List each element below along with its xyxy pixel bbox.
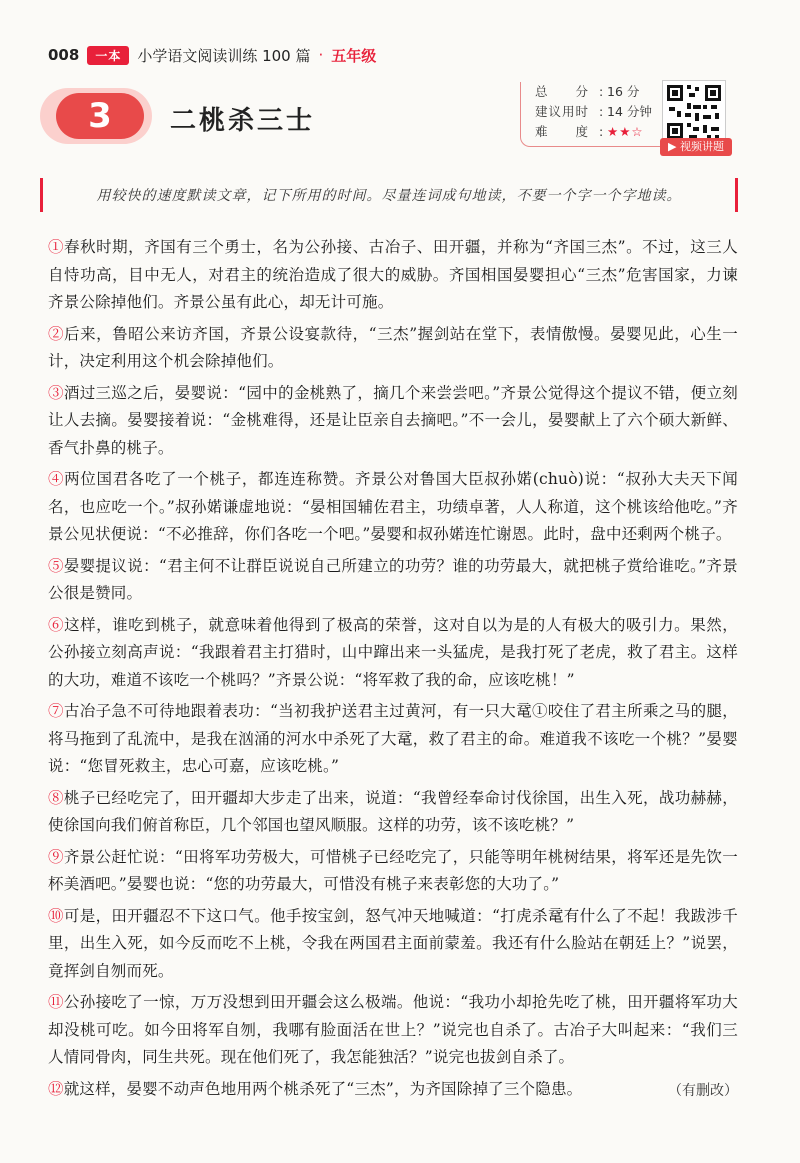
paragraph-number: ⑥ <box>48 615 65 634</box>
video-label: 视频讲题 <box>679 140 724 153</box>
qr-code-icon <box>663 81 725 143</box>
paragraph-number: ⑪ <box>48 993 64 1011</box>
paragraph <box>48 321 738 376</box>
paragraph-number: ⑫ <box>48 1079 64 1098</box>
paragraph <box>48 553 738 608</box>
paragraph-text: 齐景公赶忙说：“田将军功劳极大，可惜桃子已经吃完了，只能等明年桃树结果，将军还是先饮一杯美酒吧。”晏婴也说：“您的功劳最大，可惜没有桃子来表彰您的大功了。” <box>48 847 738 893</box>
video-explain-button[interactable] <box>660 138 732 156</box>
series-title: 小学语文阅读训练 100 篇 <box>137 46 311 65</box>
paragraph <box>48 989 738 1072</box>
paragraph <box>48 380 738 463</box>
paragraph <box>48 234 738 317</box>
article-body <box>48 234 738 1107</box>
paragraph-text: 可是，田开疆忍不下这口气。他手按宝剑，怒气冲天地喊道：“打虎杀鼋有什么了不起！我跋涉千里，出生入死，如今反而吃不上桃，令我在两国君主面前蒙羞。我还有什么脸站在朝廷上？”说罢，竟挥剑自刎而死。 <box>48 906 738 980</box>
suggested-time-label: 建议用时 <box>535 104 590 119</box>
total-score-value: 16 分 <box>607 84 640 99</box>
paragraph-text: 古冶子急不可待地跟着表功：“当初我护送君主过黄河，有一只大鼋①咬住了君主所乘之马的腿，将马拖到了乱流中，是我在汹涌的河水中杀死了大鼋，救了君主的命。难道我不该吃一个桃？”晏婴说：“您冒死救主，忠心可嘉，应该吃桃。” <box>48 702 738 775</box>
paragraph-number: ④ <box>48 470 65 488</box>
source-note: （有删改） <box>668 1083 738 1099</box>
page-number: 008 <box>48 46 80 64</box>
lesson-badge <box>56 93 144 139</box>
paragraph-text: 公孙接吃了一惊，万万没想到田开疆会这么极端。他说：“我功小却抢先吃了桃，田开疆将军功大却没桃可吃。如今田将军自刎，我哪有脸面活在世上？”说完也自杀了。古冶子大叫起来：“我们三人情同骨肉，同生共死。现在他们死了，我怎能独活？”说完也拔剑自杀了。 <box>48 993 738 1066</box>
paragraph <box>48 1076 738 1104</box>
paragraph <box>48 903 738 986</box>
lesson-title: 二桃杀三士 <box>170 106 316 136</box>
play-icon: ▶ <box>668 140 680 153</box>
paragraph-number: ⑩ <box>48 906 64 925</box>
paragraph <box>48 698 738 781</box>
total-score-label: 总 分 <box>535 84 590 99</box>
suggested-time-row: 建议用时 : 14 分钟 <box>535 102 675 122</box>
info-box <box>520 82 675 147</box>
qr-code[interactable] <box>662 80 726 144</box>
difficulty-label: 难 度 <box>535 124 590 139</box>
paragraph <box>48 612 738 695</box>
paragraph-text: 酒过三巡之后，晏婴说：“园中的金桃熟了，摘几个来尝尝吧。”齐景公觉得这个提议不错，便立刻让人去摘。晏婴接着说：“金桃难得，还是让臣亲自去摘吧。”不一会儿，晏婴献上了六个硕大新鲜、香气扑鼻的桃子。 <box>48 383 739 457</box>
paragraph-number: ⑦ <box>48 702 64 720</box>
paragraph-number: ② <box>48 324 65 343</box>
reading-instruction: 用较快的速度默读文章，记下所用的时间。尽量连词成句地读，不要一个字一个字地读。 <box>40 178 738 212</box>
paragraph-text: 后来，鲁昭公来访齐国，齐景公设宴款待，“三杰”握剑站在堂下，表情傲慢。晏婴见此，心生一计，决定利用这个机会除掉他们。 <box>48 324 739 370</box>
paragraph <box>48 785 738 840</box>
paragraph-text: 这样，谁吃到桃子，就意味着他得到了极高的荣誉，这对自以为是的人有极大的吸引力。果然，公孙接立刻高声说：“我跟着君主打猎时，山中蹿出来一头猛虎，是我打死了老虎，救了君主。这样的大功，难道不该吃一个桃吗？”齐景公说：“将军救了我的命，应该吃桃！” <box>48 615 739 689</box>
paragraph-number: ⑤ <box>48 556 64 575</box>
lesson-number: 3 <box>88 96 112 136</box>
brand-badge: 一本 <box>87 46 129 65</box>
paragraph <box>48 844 738 899</box>
total-score-row: 总 分 : 16 分 <box>535 82 675 102</box>
paragraph-text: 春秋时期，齐国有三个勇士，名为公孙接、古冶子、田开疆，并称为“齐国三杰”。不过，这三人自恃功高，目中无人，对君主的统治造成了很大的威胁。齐国相国晏婴担心“三杰”危害国家，力谏齐景公除掉他们。齐景公虽有此心，却无计可施。 <box>48 238 739 311</box>
suggested-time-value: 14 分钟 <box>607 104 652 119</box>
paragraph-text: 就这样，晏婴不动声色地用两个桃杀死了“三杰”，为齐国除掉了三个隐患。 <box>63 1079 583 1098</box>
paragraph-number: ⑧ <box>48 788 64 807</box>
grade-label: 五年级 <box>331 46 377 65</box>
paragraph-text: 桃子已经吃完了，田开疆却大步走了出来，说道：“我曾经奉命讨伐徐国，出生入死，战功赫赫，使徐国向我们俯首称臣，几个邻国也望风顺服。这样的功劳，该不该吃桃？” <box>48 788 738 834</box>
paragraph-number: ③ <box>48 383 64 402</box>
paragraph-text: 晏婴提议说：“君主何不让群臣说说自己所建立的功劳？谁的功劳最大，就把桃子赏给谁吃。”齐景公很是赞同。 <box>48 556 739 602</box>
difficulty-stars: ★★☆ <box>607 124 644 139</box>
paragraph <box>48 466 738 549</box>
paragraph-number: ⑨ <box>48 847 64 866</box>
paragraph-text: 两位国君各吃了一个桃子，都连连称赞。齐景公对鲁国大臣叔孙婼(chuò)说：“叔孙大夫天下闻名，也应吃一个。”叔孙婼谦虚地说：“晏相国辅佐君主，功绩卓著，人人称道，这个桃该给他吃。”齐景公见状便说：“不必推辞，你们各吃一个吧。”晏婴和叔孙婼连忙谢恩。此时，盘中还剩两个桃子。 <box>48 470 739 543</box>
page-header <box>48 44 376 66</box>
difficulty-row: 难 度 : ★★☆ <box>535 122 675 142</box>
grade-separator: · <box>318 46 324 64</box>
paragraph-number: ① <box>48 238 65 256</box>
